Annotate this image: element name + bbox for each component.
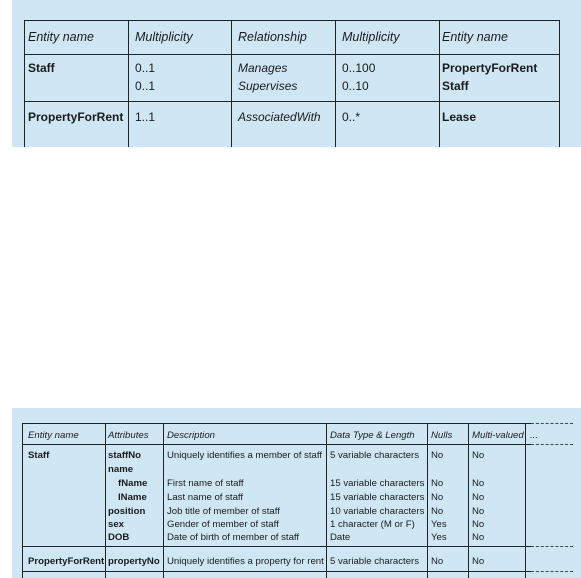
header-entity-name: Entity name [28,30,95,44]
header-multi-valued: Multi-valued [472,430,524,441]
data-type-cell: 10 variable characters [330,506,425,517]
data-type-cell: Date [330,532,351,543]
header-relationship: Relationship [238,30,307,44]
column-divider [326,423,327,578]
description-cell: First name of staff [167,478,244,489]
header-entity-name-2: Entity name [442,30,509,44]
multi-valued-cell: No [472,506,485,517]
header-rule [22,444,531,445]
header-ellipsis: ... [530,430,538,441]
entity-cell: PropertyForRent [442,61,538,75]
entity-property-for-rent: PropertyForRent [28,110,124,124]
description-cell: Job title of member of staff [167,506,280,517]
nulls-cell: No [431,478,444,489]
column-divider [24,20,25,147]
attribute-position: position [108,506,146,517]
relationship-supervises: Supervises [238,79,298,93]
nulls-cell: No [431,450,444,461]
table-top-rule [24,20,560,21]
multiplicity-cell: 0..10 [342,79,369,93]
column-divider [439,20,440,147]
column-divider [427,423,428,578]
header-description: Description [167,430,215,441]
attribute-dob: DOB [108,532,130,543]
header-rule [24,54,560,55]
description-cell: Gender of member of staff [167,519,279,530]
column-divider [22,423,23,578]
relationship-manages: Manages [238,61,288,75]
attribute-staffno: staffNo [108,450,142,461]
description-cell: Uniquely identifies a member of staff [167,450,322,461]
data-type-cell: 1 character (M or F) [330,519,415,530]
description-cell: Date of birth of member of staff [167,532,300,543]
relationships-panel [12,0,581,147]
nulls-cell: No [431,492,444,503]
header-rule-continued [531,444,573,445]
multi-valued-cell: No [472,532,485,543]
header-attributes: Attributes [108,430,149,441]
row-rule [24,101,560,102]
data-type-cell: 5 variable characters [330,556,420,567]
data-type-cell: 5 variable characters [330,450,420,461]
multiplicity-cell: 0..1 [135,61,156,75]
relationship-associated-with: AssociatedWith [238,110,321,124]
multiplicity-cell: 0..* [342,110,361,124]
table-top-rule-continued [531,423,573,424]
entity-staff: Staff [28,61,55,75]
multiplicity-cell: 0..100 [342,61,376,75]
header-entity-name: Entity name [28,430,79,441]
column-divider [468,423,469,578]
attribute-sex: sex [108,519,125,530]
attributes-panel [12,408,581,578]
entity-cell: Lease [442,110,477,124]
nulls-cell: Yes [431,532,447,543]
nulls-cell: Yes [431,519,447,530]
column-divider [335,20,336,147]
attribute-lname: lName [118,492,147,503]
header-nulls: Nulls [431,430,453,441]
data-type-cell: 15 variable characters [330,492,425,503]
column-divider [559,20,560,147]
attribute-name: name [108,464,134,475]
multiplicity-cell: 0..1 [135,79,156,93]
multi-valued-cell: No [472,519,485,530]
description-cell: Uniquely identifies a property for rent [167,556,324,567]
column-divider [163,423,164,578]
row-rule-continued [531,546,573,547]
row-rule [22,546,531,547]
column-divider [231,20,232,147]
header-multiplicity-2: Multiplicity [342,30,400,44]
multi-valued-cell: No [472,450,485,461]
multi-valued-cell: No [472,478,485,489]
multi-valued-cell: No [472,556,485,567]
attribute-fname: fName [118,478,148,489]
entity-property-for-rent: PropertyForRent [28,556,105,567]
nulls-cell: No [431,506,444,517]
multiplicity-cell: 1..1 [135,110,156,124]
row-rule-continued [531,571,573,572]
nulls-cell: No [431,556,444,567]
row-rule [22,571,531,572]
entity-cell: Staff [442,79,469,93]
entity-staff: Staff [28,450,50,461]
multi-valued-cell: No [472,492,485,503]
column-divider [128,20,129,147]
attribute-propertyno: propertyNo [108,556,160,567]
column-divider [105,423,106,578]
header-data-type: Data Type & Length [330,430,415,441]
header-multiplicity: Multiplicity [135,30,193,44]
description-cell: Last name of staff [167,492,244,503]
column-divider [525,423,526,578]
data-type-cell: 15 variable characters [330,478,425,489]
table-top-rule [22,423,531,424]
